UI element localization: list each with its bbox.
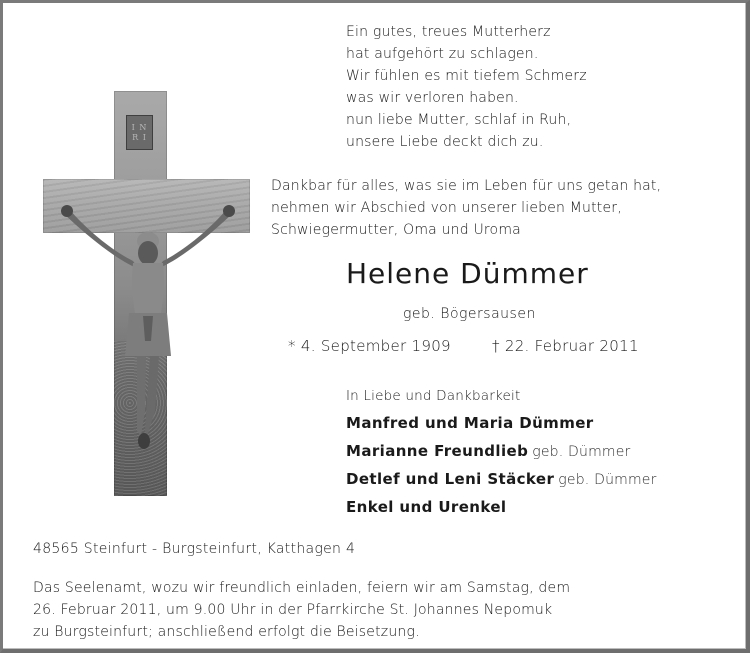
mourner-name: Marianne Freundlieb <box>346 442 529 460</box>
poem-line: nun liebe Mutter, schlaf in Ruh, <box>346 112 572 128</box>
mourner-row <box>346 465 657 493</box>
poem-line: unsere Liebe deckt dich zu. <box>346 134 544 150</box>
service-line: 26. Februar 2011, um 9.00 Uhr in der Pfarrkirche St. Johannes Nepomuk <box>33 602 553 618</box>
thanks-paragraph <box>271 175 661 241</box>
family-list <box>346 385 657 521</box>
thanks-line: Dankbar für alles, was sie im Leben für uns getan hat, <box>271 178 662 194</box>
service-notice <box>33 577 570 643</box>
thanks-line: Schwiegermutter, Oma und Uroma <box>271 222 521 238</box>
mourner-nee: geb. Dümmer <box>532 444 631 460</box>
mourner-row <box>346 437 657 465</box>
deceased-name: Helene Dümmer <box>346 257 589 290</box>
poem-line: hat aufgehört zu schlagen. <box>346 46 539 62</box>
mourner-name: Manfred und Maria Dümmer <box>346 414 594 432</box>
poem-line: Wir fühlen es mit tiefem Schmerz <box>346 68 587 84</box>
birth-date: * 4. September 1909 <box>288 337 451 355</box>
poem <box>346 21 587 153</box>
mourner-row <box>346 409 657 437</box>
mourner-name: Enkel und Urenkel <box>346 498 507 516</box>
death-date: † 22. Februar 2011 <box>491 337 639 355</box>
family-intro: In Liebe und Dankbarkeit <box>346 388 521 404</box>
thanks-line: nehmen wir Abschied von unserer lieben Mutter, <box>271 200 622 216</box>
inri-top-text: I N <box>131 122 148 132</box>
inri-bottom-text: R I <box>132 132 147 142</box>
crucifix-image <box>43 91 253 497</box>
life-dates <box>288 337 639 355</box>
maiden-name: geb. Bögersausen <box>403 306 536 322</box>
poem-line: Ein gutes, treues Mutterherz <box>346 24 551 40</box>
mourner-name: Detlef und Leni Stäcker <box>346 470 555 488</box>
poem-line: was wir verloren haben. <box>346 90 519 106</box>
service-line: Das Seelenamt, wozu wir freundlich einladen, feiern wir am Samstag, dem <box>33 580 571 596</box>
mourner-nee: geb. Dümmer <box>558 472 657 488</box>
service-line: zu Burgsteinfurt; anschließend erfolgt die Beisetzung. <box>33 624 420 640</box>
corpus-icon <box>43 91 253 497</box>
mourner-row <box>346 493 657 521</box>
address: 48565 Steinfurt - Burgsteinfurt, Katthagen 4 <box>33 541 356 557</box>
